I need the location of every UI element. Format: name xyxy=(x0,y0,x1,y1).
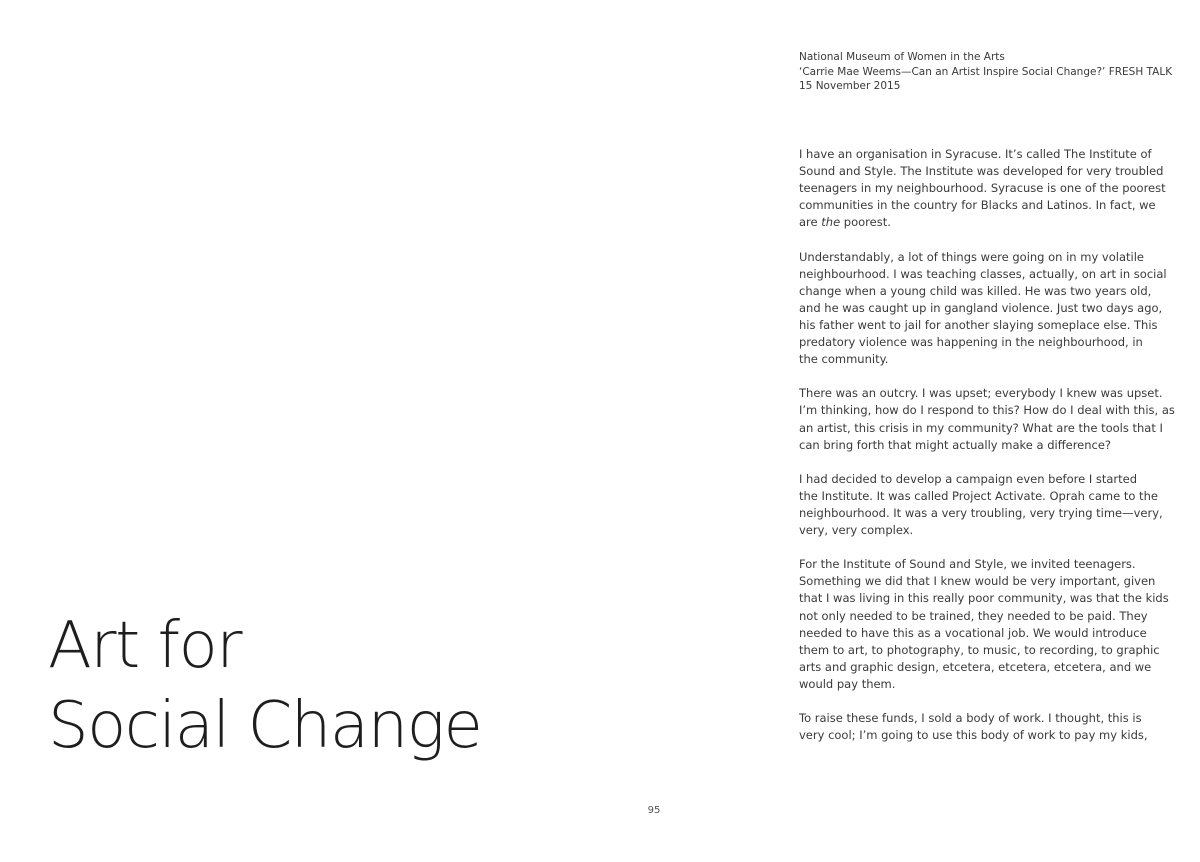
text-line: change when a young child was killed. He was two years old, xyxy=(799,283,1152,298)
text-line: neighbourhood. It was a very troubling, very trying time—very, xyxy=(799,505,1163,520)
chapter-title-line: Art for xyxy=(48,609,242,683)
text-line: neighbourhood. I was teaching classes, actually, on art in social xyxy=(799,266,1167,281)
chapter-title xyxy=(48,606,481,766)
body-text xyxy=(799,146,1175,761)
text-line: the community. xyxy=(799,352,889,367)
text-fragment: are xyxy=(799,215,822,230)
text-line: his father went to jail for another slaying someplace else. This xyxy=(799,317,1158,332)
text-line: arts and graphic design, etcetera, etcetera, etcetera, and we xyxy=(799,659,1152,674)
text-line: I have an organisation in Syracuse. It’s called The Institute of xyxy=(799,147,1152,161)
text-line: For the Institute of Sound and Style, we invited teenagers. xyxy=(799,557,1136,572)
text-line: Something we did that I knew would be very important, given xyxy=(799,574,1156,589)
text-line: needed to have this as a vocational job. We would introduce xyxy=(799,625,1147,640)
text-line: that I was living in this really poor community, was that the kids xyxy=(799,591,1169,606)
text-line: teenagers in my neighbourhood. Syracuse is one of the poorest xyxy=(799,181,1166,196)
text-line: To raise these funds, I sold a body of work. I thought, this is xyxy=(799,711,1142,726)
text-line: can bring forth that might actually make a difference? xyxy=(799,437,1112,452)
text-line: very, very complex. xyxy=(799,523,914,538)
emphasis-text: the xyxy=(821,215,841,230)
paragraph xyxy=(799,146,1166,231)
text-line: I’m thinking, how do I respond to this? How do I deal with this, as xyxy=(799,403,1175,418)
talk-title-line: ‘Carrie Mae Weems—Can an Artist Inspire Social Change?’ FRESH TALK xyxy=(799,65,1173,78)
text-line: and he was caught up in gangland violence. Just two days ago, xyxy=(799,300,1163,315)
paragraph xyxy=(799,556,1169,693)
text-line: the Institute. It was called Project Activate. Oprah came to the xyxy=(799,488,1158,503)
paragraph xyxy=(799,249,1167,369)
paragraph xyxy=(799,385,1175,453)
text-line: I had decided to develop a campaign even before I started xyxy=(799,471,1138,486)
text-line: predatory violence was happening in the neighbourhood, in xyxy=(799,335,1143,350)
text-line: an artist, this crisis in my community? What are the tools that I xyxy=(799,420,1163,435)
text-line: them to art, to photography, to music, to recording, to graphic xyxy=(799,642,1160,657)
chapter-title-line: Social Change xyxy=(48,689,482,763)
talk-metadata xyxy=(799,50,1172,94)
venue-line: National Museum of Women in the Arts xyxy=(799,51,1005,63)
text-line: There was an outcry. I was upset; everybody I knew was upset. xyxy=(799,386,1163,401)
text-line: not only needed to be trained, they needed to be paid. They xyxy=(799,608,1148,623)
date-line: 15 November 2015 xyxy=(799,80,901,93)
text-line xyxy=(799,214,1159,231)
text-fragment: poorest. xyxy=(840,215,891,230)
paragraph xyxy=(799,471,1163,539)
text-line: communities in the country for Blacks and Latinos. In fact, we xyxy=(799,198,1156,213)
text-line: would pay them. xyxy=(799,676,896,691)
text-line: Understandably, a lot of things were going on in my volatile xyxy=(799,249,1144,264)
text-line: Sound and Style. The Institute was developed for very troubled xyxy=(799,164,1164,179)
text-line: very cool; I’m going to use this body of work to pay my kids, xyxy=(799,728,1148,743)
page-number: 95 xyxy=(647,805,661,816)
paragraph xyxy=(799,710,1159,744)
